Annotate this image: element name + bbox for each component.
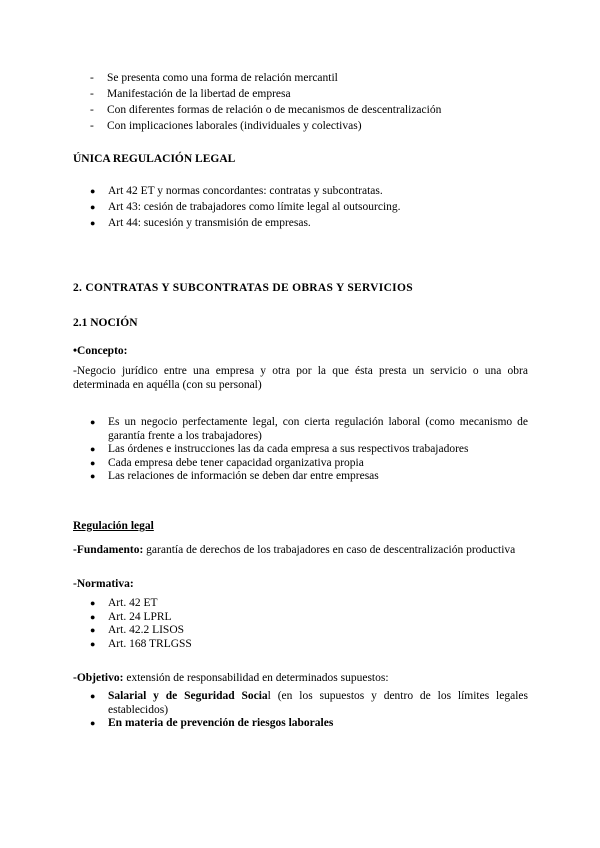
- list-item: ● Las relaciones de información se deben dar entre empresas: [90, 470, 528, 484]
- objetivo-label: -Objetivo:: [73, 672, 124, 684]
- objetivo-item2: En materia de prevención de riesgos laborales: [108, 717, 334, 729]
- normativa-list: [90, 597, 192, 651]
- fundamento-label: -Fundamento:: [73, 544, 144, 556]
- objetivo-item1-rest: l (en los supuestos y dentro de los límites legales establecidos): [108, 690, 528, 716]
- section-heading: 2. CONTRATAS Y SUBCONTRATAS DE OBRAS Y SERVICIOS: [73, 282, 413, 294]
- list-item: ● Art 44: sucesión y transmisión de empresas.: [90, 216, 530, 232]
- list-item: - Se presenta como una forma de relación mercantil: [90, 71, 441, 87]
- list-item: [90, 690, 528, 717]
- objetivo-list: [90, 690, 528, 731]
- fundamento-paragraph: [73, 543, 528, 557]
- unica-list: [90, 184, 530, 232]
- concepto-list: [90, 416, 528, 484]
- unica-heading: ÚNICA REGULACIÓN LEGAL: [73, 153, 236, 165]
- list-item: [90, 717, 528, 731]
- list-item: ● Art. 168 TRLGSS: [90, 638, 192, 652]
- list-item: ● Cada empresa debe tener capacidad organizativa propia: [90, 457, 528, 471]
- normativa-label: -Normativa:: [73, 578, 134, 590]
- list-item: - Con diferentes formas de relación o de mecanismos de descentralización: [90, 103, 441, 119]
- list-item: ● Art. 42.2 LISOS: [90, 624, 192, 638]
- regulacion-heading: Regulación legal: [73, 520, 154, 532]
- list-item: ● Art. 42 ET: [90, 597, 192, 611]
- objetivo-paragraph: [73, 671, 528, 685]
- list-item: - Manifestación de la libertad de empresa: [90, 87, 441, 103]
- list-item: ● Art 42 ET y normas concordantes: contratas y subcontratas.: [90, 184, 530, 200]
- list-item: ● Las órdenes e instrucciones las da cada empresa a sus respectivos trabajadores: [90, 443, 528, 457]
- fundamento-text: garantía de derechos de los trabajadores en caso de descentralización productiva: [143, 544, 516, 556]
- list-item: ● Es un negocio perfectamente legal, con cierta regulación laboral (como mecanismo de garantía frente a los trabajadores): [90, 416, 528, 443]
- list-item: ● Art 43: cesión de trabajadores como límite legal al outsourcing.: [90, 200, 530, 216]
- objetivo-item1-bold: Salarial y de Seguridad Socia: [108, 690, 268, 702]
- intro-list: [90, 71, 441, 135]
- objetivo-text: extensión de responsabilidad en determinados supuestos:: [123, 672, 389, 684]
- concepto-paragraph: -Negocio jurídico entre una empresa y otra por la que ésta presta un servicio o una obra determinada en aquélla (con su personal): [73, 365, 528, 391]
- list-item: - Con implicaciones laborales (individuales y colectivas): [90, 119, 441, 135]
- subsection-heading: 2.1 NOCIÓN: [73, 317, 138, 329]
- list-item: ● Art. 24 LPRL: [90, 611, 192, 625]
- concepto-label: •Concepto:: [73, 345, 128, 357]
